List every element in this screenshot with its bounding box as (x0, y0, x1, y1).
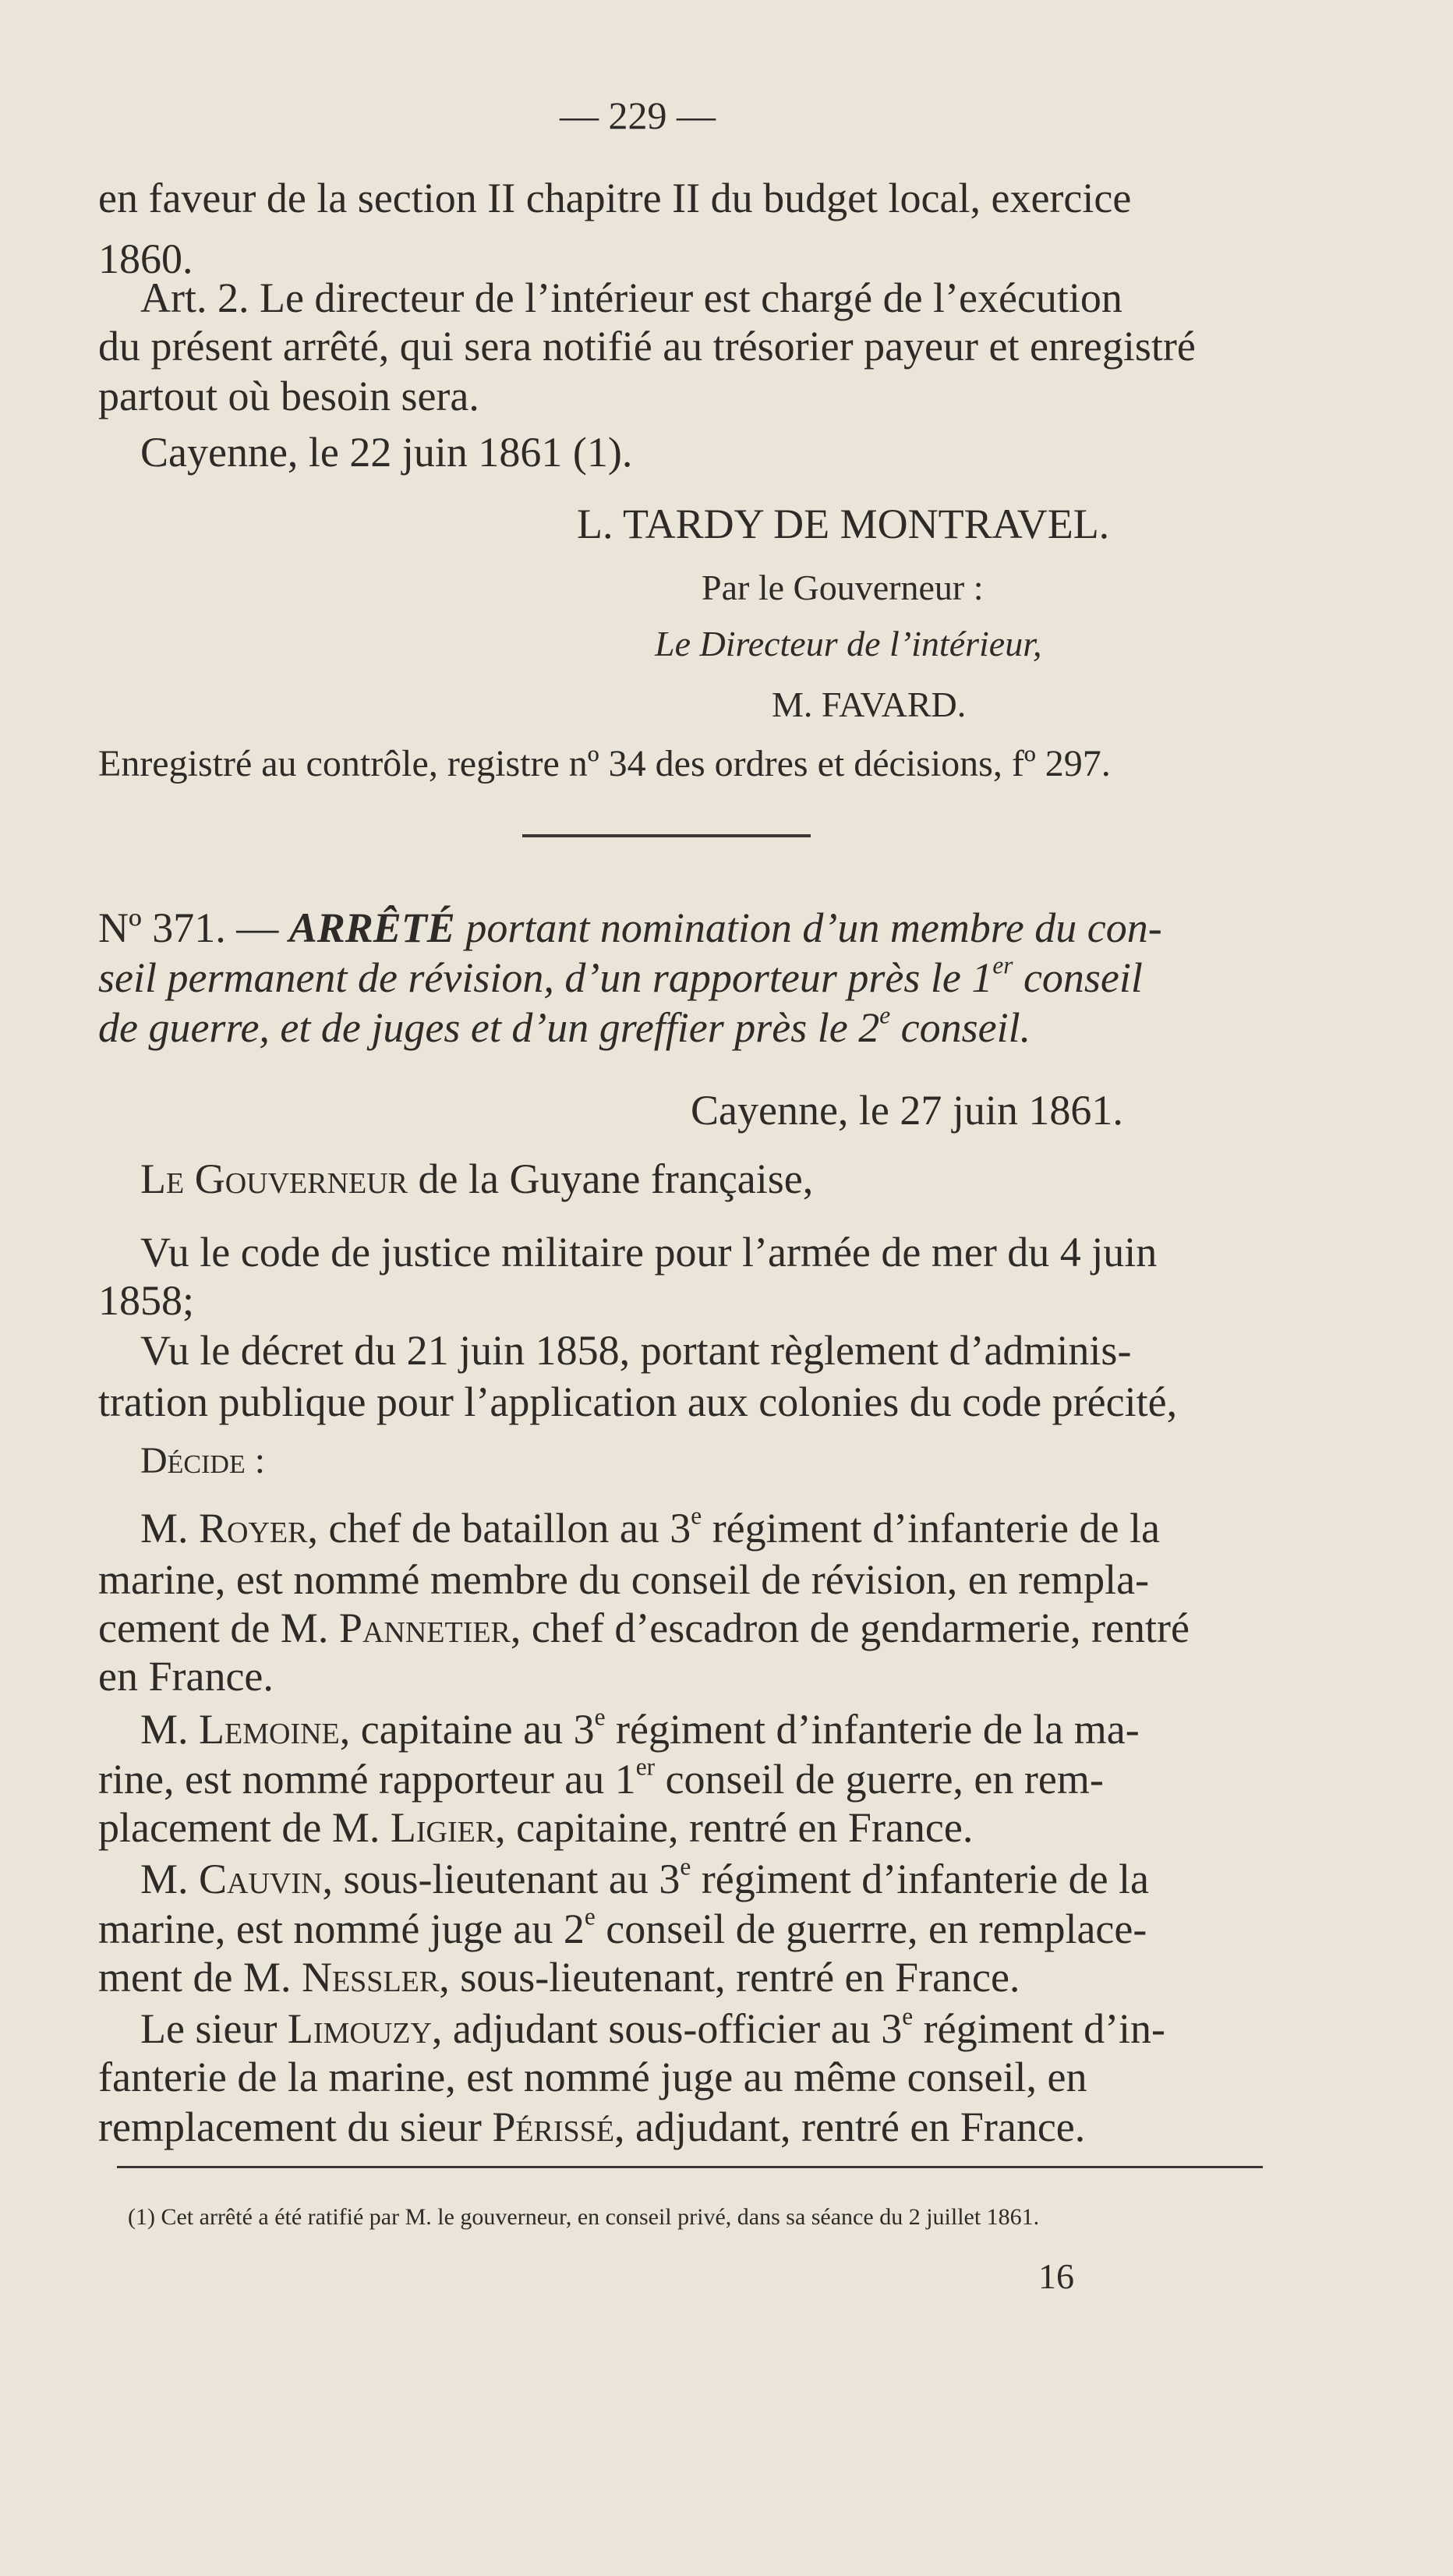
favard-line: M. FAVARD. (772, 685, 967, 724)
appointment-line: en France. (98, 1653, 274, 1700)
section-rule (522, 834, 811, 837)
vu-line: Vu le décret du 21 juin 1858, portant règlement d’adminis- (140, 1327, 1132, 1374)
decree-title-line: de guerre, et de juges et d’un greffier près le 2e conseil. (98, 1001, 1031, 1051)
person-name: Cauvin (199, 1856, 323, 1902)
article-line: partout où besoin sera. (98, 373, 479, 419)
decree-arrete: ARRÊTÉ (288, 904, 455, 951)
carryover-line: en faveur de la section II chapitre II du budget local, exercice (98, 175, 1132, 221)
appointment-line: placement de M. Ligier, capitaine, rentré en France. (98, 1804, 974, 1851)
signatory: L. TARDY DE MONTRAVEL. (577, 501, 1110, 547)
footnote: (1) Cet arrêté a été ratifié par M. le gouverneur, en conseil privé, dans sa séance du 2 juillet 1861. (128, 2204, 1040, 2230)
carryover-line: 1860. (98, 235, 193, 282)
footnote-rule (117, 2166, 1263, 2168)
gouverneur-line: Le Gouverneur de la Guyane française, (140, 1155, 814, 1202)
decree-date: Cayenne, le 27 juin 1861. (691, 1087, 1123, 1134)
appointment-line: rine, est nommé rapporteur au 1er conseil de guerre, en rem- (98, 1753, 1104, 1803)
appointment-line: M. Royer, chef de bataillon au 3e régiment d’infanterie de la (140, 1502, 1160, 1552)
vu-line: 1858; (98, 1277, 195, 1324)
person-name: Pannetier (338, 1605, 511, 1651)
registration-line: Enregistré au contrôle, registre nº 34 des ordres et décisions, fº 297. (98, 743, 1111, 784)
appointment-line: M. Cauvin, sous-lieutenant au 3e régiment d’infanterie de la (140, 1852, 1150, 1902)
vu-line: Vu le code de justice militaire pour l’armée de mer du 4 juin (140, 1229, 1158, 1276)
appointment-line: cement de M. Pannetier, chef d’escadron de gendarmerie, rentré (98, 1605, 1190, 1651)
person-name: Royer (199, 1505, 308, 1552)
page-number: — 229 — (560, 94, 716, 137)
article-line: Art. 2. Le directeur de l’intérieur est chargé de l’exécution (140, 274, 1122, 321)
appointment-line: marine, est nommé juge au 2e conseil de guerrre, en remplace- (98, 1902, 1147, 1952)
person-name: Limouzy (287, 2005, 432, 2052)
par-line: Par le Gouverneur : (702, 568, 984, 607)
appointment-line: M. Lemoine, capitaine au 3e régiment d’infanterie de la ma- (140, 1703, 1140, 1753)
decree-title-line: seil permanent de révision, d’un rapporteur près le 1er conseil (98, 951, 1143, 1001)
person-name: Nessler (301, 1954, 440, 2001)
appointment-line: Le sieur Limouzy, adjudant sous-officier au 3e régiment d’in- (140, 2002, 1166, 2052)
decide-line: Décide : (140, 1440, 266, 1481)
article-line: du présent arrêté, qui sera notifié au trésorier payeur et enregistré (98, 323, 1196, 370)
decree-number: Nº 371. (98, 904, 226, 951)
signature-mark: 16 (1038, 2256, 1074, 2296)
date-line: Cayenne, le 22 juin 1861 (1). (140, 429, 633, 476)
appointment-line: fanterie de la marine, est nommé juge au même conseil, en (98, 2054, 1087, 2100)
appointment-line: ment de M. Nessler, sous-lieutenant, rentré en France. (98, 1954, 1020, 2001)
decree-title-line: Nº 371. — ARRÊTÉ portant nomination d’un membre du con- (98, 904, 1162, 951)
person-name: Lemoine (199, 1706, 340, 1753)
person-name: Périssé (492, 2104, 615, 2150)
appointment-line: remplacement du sieur Périssé, adjudant, rentré en France. (98, 2104, 1086, 2150)
vu-line: tration publique pour l’application aux colonies du code précité, (98, 1378, 1178, 1425)
appointment-line: marine, est nommé membre du conseil de révision, en rempla- (98, 1556, 1150, 1603)
person-name: Ligier (390, 1804, 496, 1851)
directeur-line: Le Directeur de l’intérieur, (655, 624, 1042, 663)
